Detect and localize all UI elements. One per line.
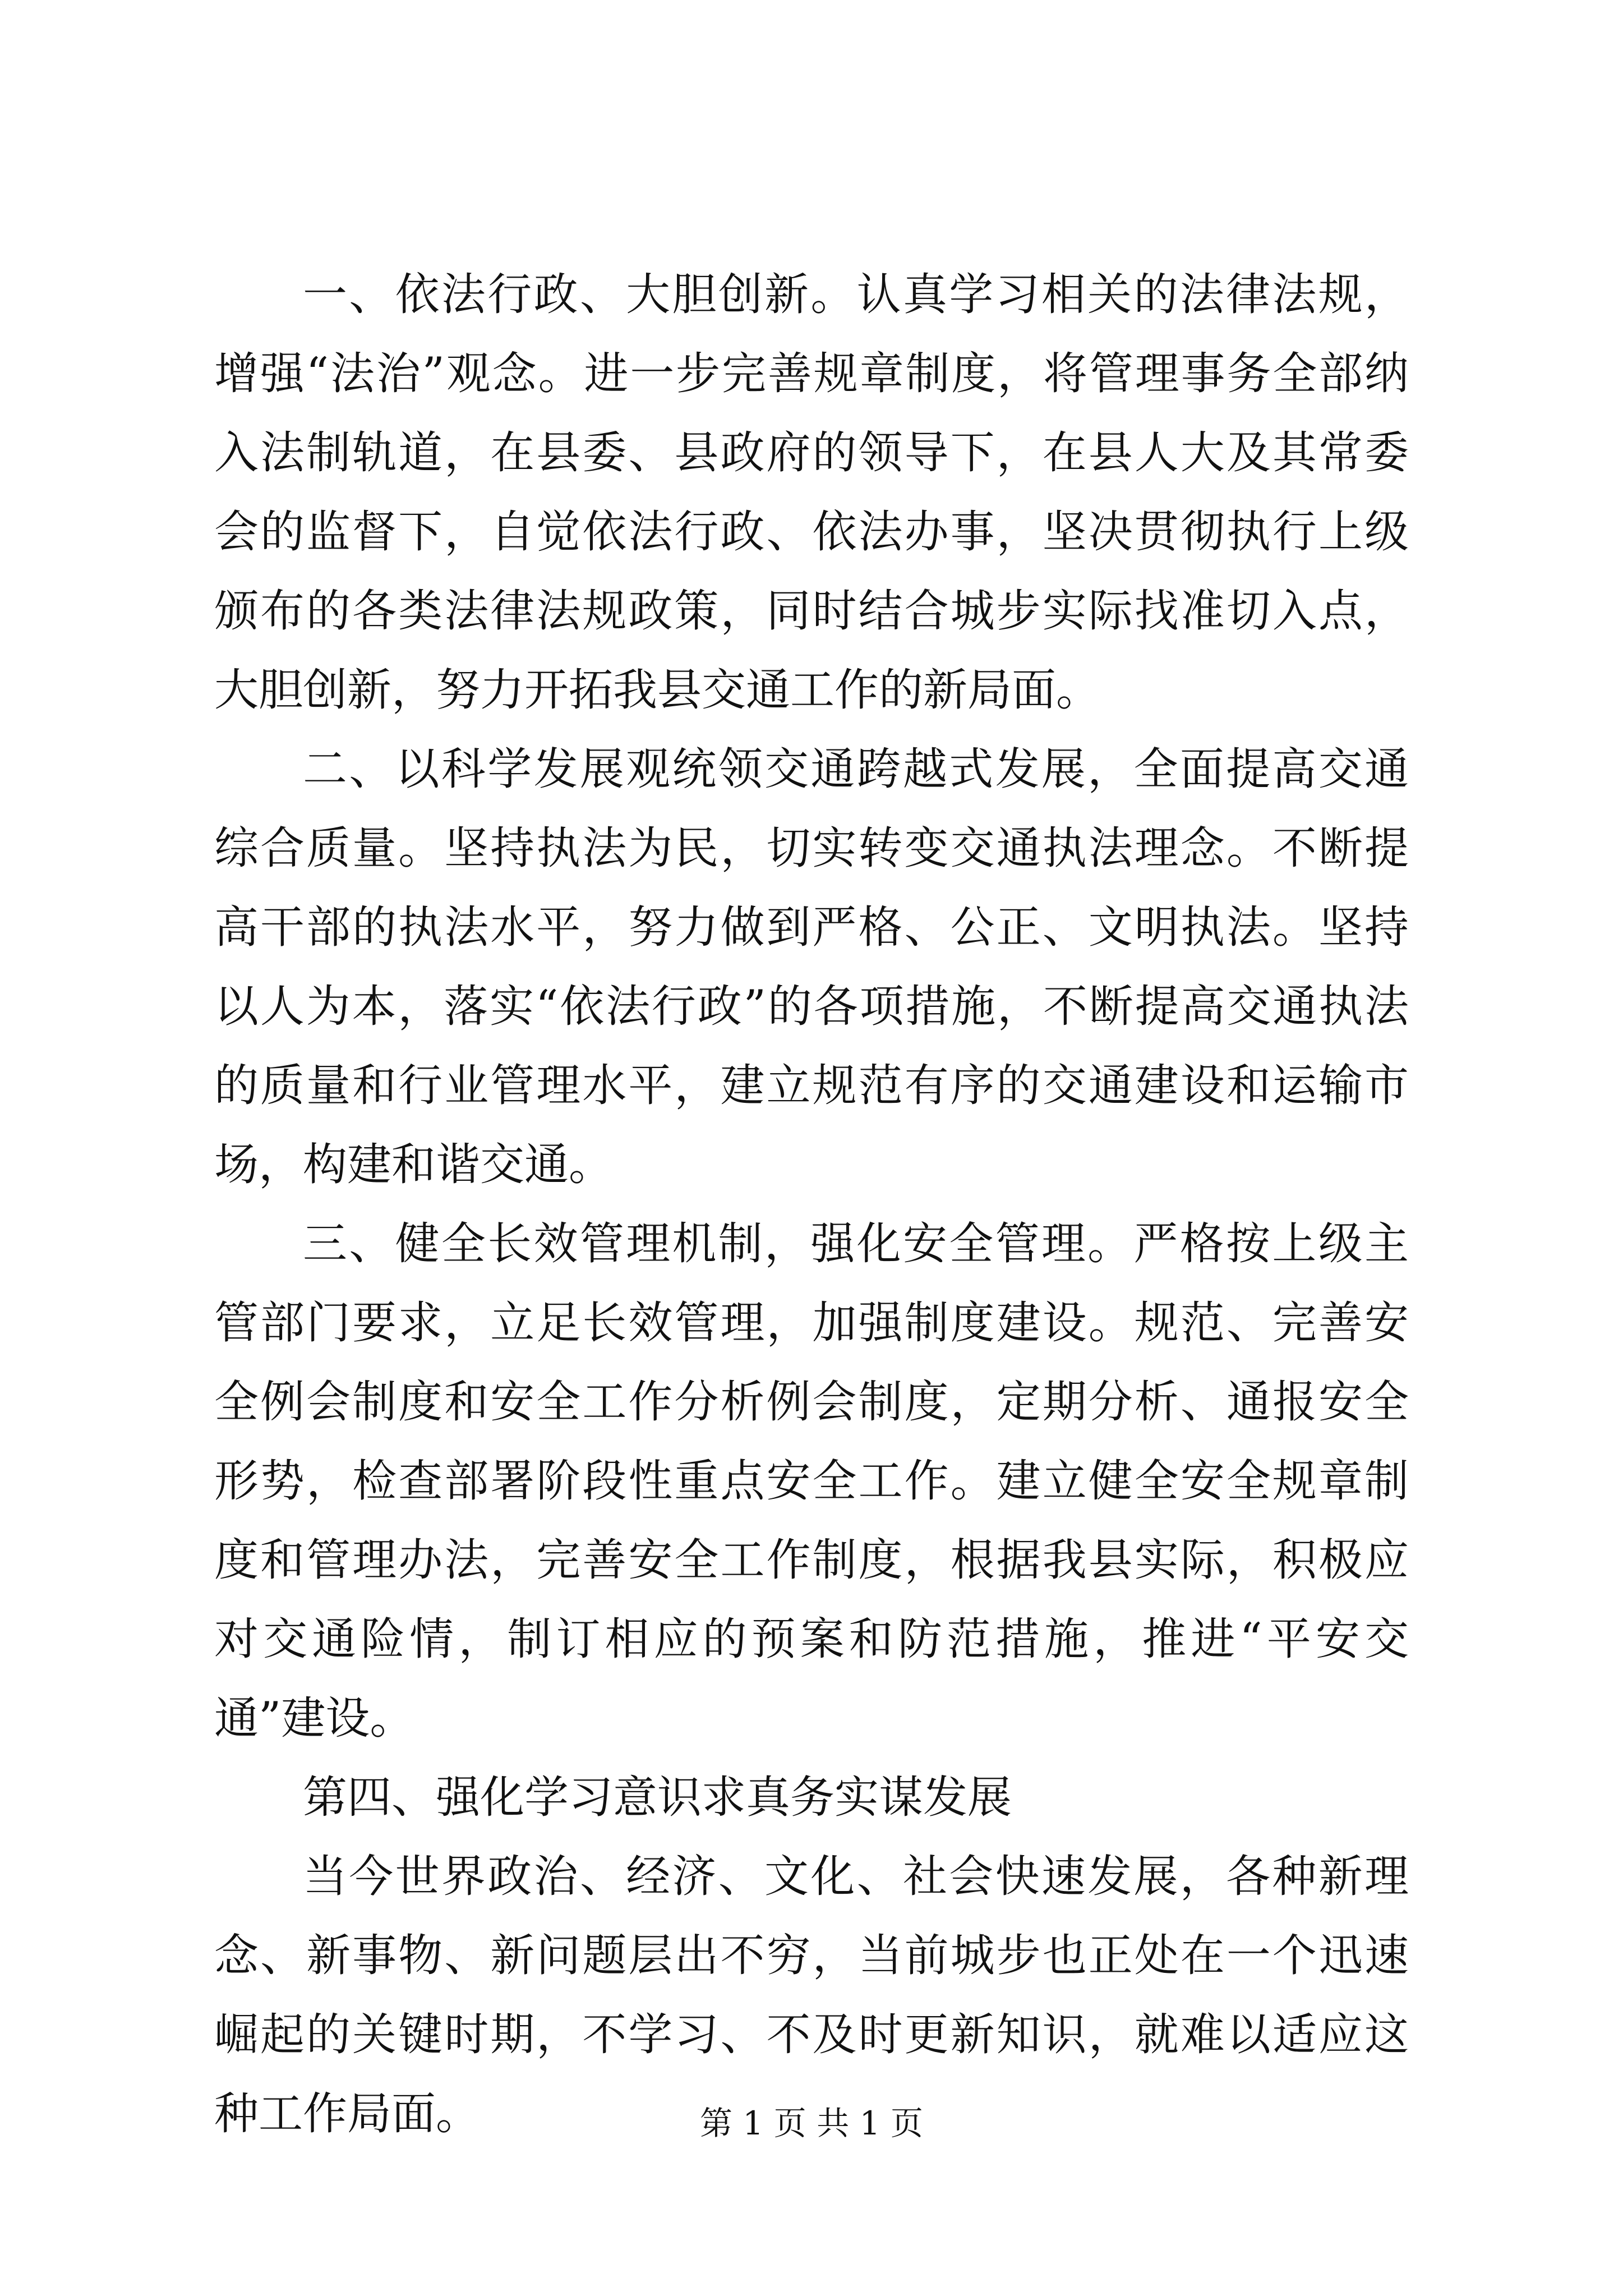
section-heading-study: 第四、强化学习意识求真务实谋发展 — [303, 1772, 1012, 1823]
document-body — [214, 255, 1409, 2154]
paragraph-rule-of-law: 一、依法行政、大胆创新。认真学习相关的法律法规，增强“法治”观念。进一步完善规章制度，将管理事务全部纳入法制轨道，在县委、县政府的领导下，在县人大及其常委会的监督下，自觉依法行政、依法办事，坚决贯彻执行上级颁布的各类法律法规政策，同时结合城步实际找准切入点，大胆创新，努力开拓我县交通工作的新局面。 — [214, 269, 1409, 716]
paragraph-safety-management: 三、健全长效管理机制，强化安全管理。严格按上级主管部门要求，立足长效管理，加强制度建设。规范、完善安全例会制度和安全工作分析例会制度，定期分析、通报安全形势，检查部署阶段性重点安全工作。建立健全安全规章制度和管理办法，完善安全工作制度，根据我县实际，积极应对交通险情，制订相应的预案和防范措施，推进“平安交通”建设。 — [214, 1218, 1409, 1744]
paragraph-scientific-development: 二、以科学发展观统领交通跨越式发展，全面提高交通综合质量。坚持执法为民，切实转变交通执法理念。不断提高干部的执法水平，努力做到严格、公正、文明执法。坚持以人为本，落实“依法行政”的各项措施，不断提高交通执法的质量和行业管理水平，建立规范有序的交通建设和运输市场，构建和谐交通。 — [214, 743, 1409, 1190]
paragraph-study-awareness: 当今世界政治、经济、文化、社会快速发展，各种新理念、新事物、新问题层出不穷，当前城步也正处在一个迅速崛起的关键时期，不学习、不及时更新知识，就难以适应这种工作局面。 — [214, 1851, 1409, 2139]
page-number-footer: 第 1 页 共 1 页 — [700, 2104, 923, 2142]
